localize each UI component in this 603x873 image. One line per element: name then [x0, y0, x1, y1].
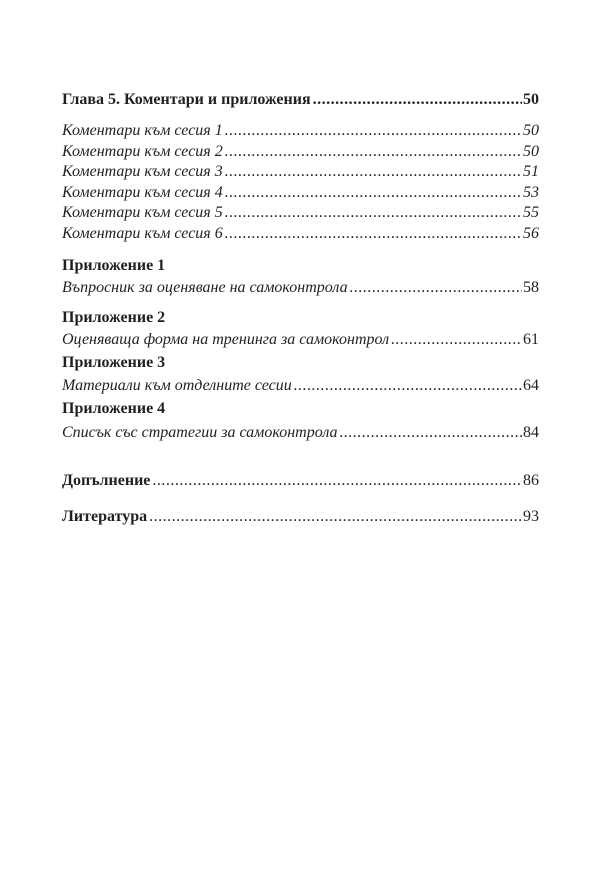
toc-entry-page: 50: [523, 122, 539, 139]
toc-entry-title: Коментари към сесия 2: [62, 142, 223, 160]
dot-leader: [152, 471, 522, 491]
appendix-1-heading: Приложение 1: [62, 257, 166, 274]
toc-entry-title: Оценяваща форма на тренинга за самоконтрол: [62, 331, 390, 348]
toc-entry-page: 51: [523, 163, 539, 180]
dot-leader: [225, 121, 522, 141]
toc-entry-page: 56: [523, 224, 539, 242]
dot-leader: [350, 278, 522, 298]
toc-entry-page: 86: [523, 472, 539, 489]
toc-session-1[interactable]: [62, 121, 539, 141]
toc-entry-page: 64: [523, 377, 539, 394]
dot-leader: [225, 142, 522, 162]
dot-leader: [225, 224, 522, 244]
toc-entry-page: 61: [523, 331, 539, 348]
toc-entry-page: 84: [523, 424, 539, 441]
toc-appendix-3[interactable]: [62, 376, 539, 396]
toc-entry-title: Глава 5. Коментари и приложения: [62, 91, 311, 108]
toc-entry-page: 55: [523, 204, 539, 221]
toc-entry-page: 50: [523, 91, 539, 108]
appendix-2-heading: Приложение 2: [62, 309, 166, 326]
dot-leader: [313, 90, 522, 110]
toc-entry-title: Коментари към сесия 4: [62, 183, 223, 201]
dot-leader: [225, 203, 522, 223]
toc-entry-page: 58: [523, 279, 539, 296]
toc-entry-title: Коментари към сесия 3: [62, 163, 223, 180]
toc-entry-title: Материали към отделните сесии: [62, 377, 292, 394]
toc-entry-page: 50: [523, 142, 539, 160]
toc-session-5[interactable]: [62, 203, 539, 223]
dot-leader: [391, 330, 522, 350]
toc-chapter-5[interactable]: [62, 90, 539, 110]
appendix-3-heading: Приложение 3: [62, 354, 166, 371]
toc-entry-title: Списък със стратегии за самоконтрола: [62, 424, 338, 441]
toc-session-4[interactable]: [62, 183, 539, 203]
toc-supplement[interactable]: [62, 471, 539, 491]
toc-appendix-4[interactable]: [62, 423, 539, 443]
toc-session-2[interactable]: [62, 142, 539, 162]
dot-leader: [339, 423, 522, 443]
dot-leader: [294, 376, 522, 396]
toc-entry-title: Въпросник за оценяване на самоконтрола: [62, 279, 348, 296]
toc-entry-title: Литература: [62, 508, 148, 525]
toc-appendix-2[interactable]: [62, 330, 539, 350]
toc-entry-page: 53: [523, 183, 539, 201]
toc-entry-title: Допълнение: [62, 472, 151, 489]
toc-entry-title: Коментари към сесия 1: [62, 122, 223, 139]
appendix-4-heading: Приложение 4: [62, 400, 166, 417]
toc-session-6[interactable]: [62, 224, 539, 244]
toc-entry-title: Коментари към сесия 5: [62, 204, 223, 221]
toc-entry-page: 93: [523, 508, 539, 525]
dot-leader: [225, 162, 522, 182]
toc-entry-title: Коментари към сесия 6: [62, 224, 223, 242]
dot-leader: [225, 183, 522, 203]
dot-leader: [149, 507, 522, 527]
toc-appendix-1[interactable]: [62, 278, 539, 298]
toc-session-3[interactable]: [62, 162, 539, 182]
toc-literature[interactable]: [62, 507, 539, 527]
